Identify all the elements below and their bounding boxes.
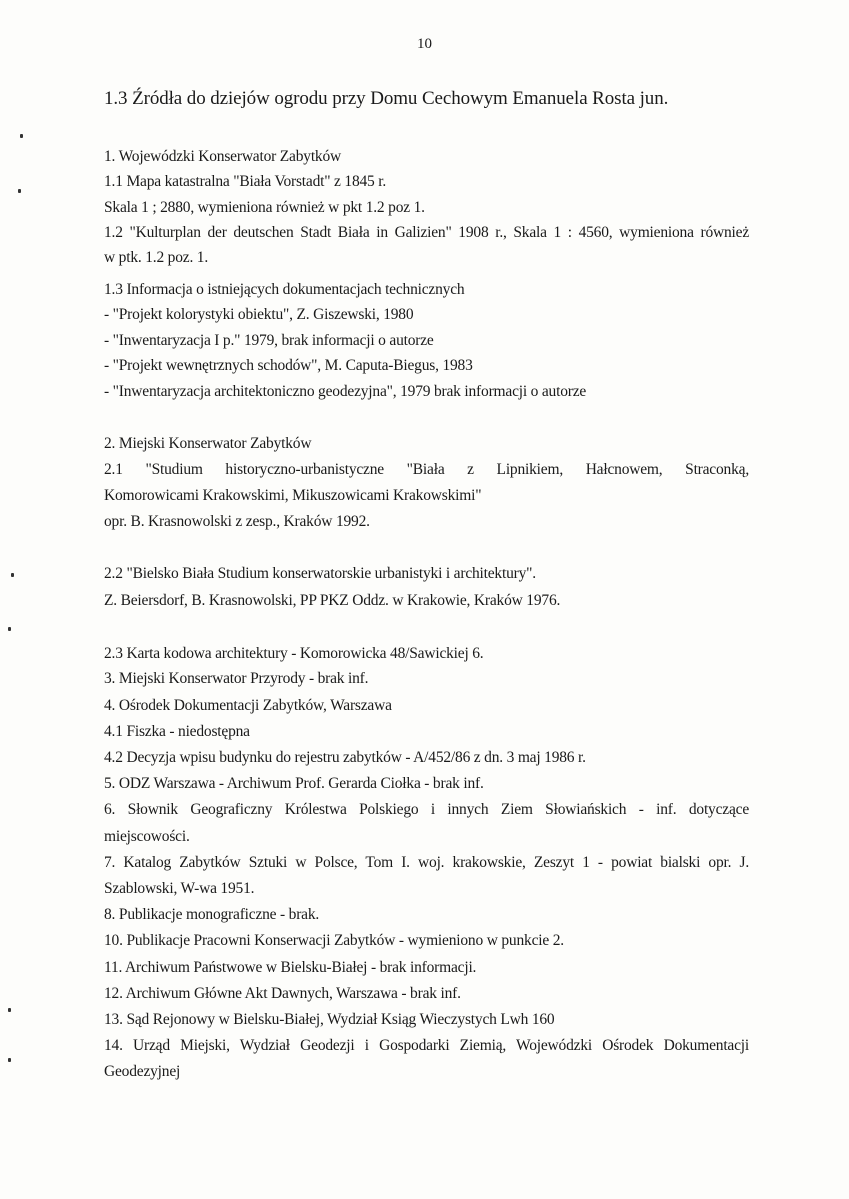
text-line: 10. Publikacje Pracowni Konserwacji Zabytków - wymieniono w punkcie 2.	[104, 932, 564, 949]
text-line: 8. Publikacje monograficzne - brak.	[104, 906, 320, 923]
text-line: 2.3 Karta kodowa architektury - Komorowicka 48/Sawickiej 6.	[104, 645, 484, 662]
margin-mark	[8, 627, 11, 631]
text-line: Geodezyjnej	[104, 1063, 181, 1080]
text-line: 1.1 Mapa katastralna "Biała Vorstadt" z 1845 r.	[104, 173, 387, 190]
text-line: 14. Urząd Miejski, Wydział Geodezji i Gospodarki Ziemią, Wojewódzki Ośrodek Dokumentacji	[104, 1037, 749, 1054]
text-line: 7. Katalog Zabytków Sztuki w Polsce, Tom I. woj. krakowskie, Zeszyt 1 - powiat bialski opr. J.	[104, 854, 749, 871]
text-line: 1. Wojewódzki Konserwator Zabytków	[104, 148, 342, 165]
text-line: 4. Ośrodek Dokumentacji Zabytków, Warszawa	[104, 697, 392, 714]
text-line: Z. Beiersdorf, B. Krasnowolski, PP PKZ Oddz. w Krakowie, Kraków 1976.	[104, 592, 561, 609]
margin-mark	[20, 134, 23, 138]
text-line: 3. Miejski Konserwator Przyrody - brak inf.	[104, 670, 369, 687]
text-line: miejscowości.	[104, 828, 190, 845]
margin-mark	[18, 189, 21, 193]
text-line: 1.3 Informacja o istniejących dokumentacjach technicznych	[104, 281, 465, 298]
text-line: 2.2 "Bielsko Biała Studium konserwatorskie urbanistyki i architektury".	[104, 565, 536, 582]
text-line: 13. Sąd Rejonowy w Bielsku-Białej, Wydział Ksiąg Wieczystych Lwh 160	[104, 1011, 555, 1028]
text-line: Szablowski, W-wa 1951.	[104, 880, 255, 897]
text-line: Komorowicami Krakowskimi, Mikuszowicami Krakowskimi"	[104, 487, 482, 504]
text-line: Skala 1 ; 2880, wymieniona również w pkt 1.2 poz 1.	[104, 199, 425, 216]
text-line: - "Projekt wewnętrznych schodów", M. Caputa-Biegus, 1983	[104, 357, 473, 374]
margin-mark	[11, 573, 14, 577]
text-line: - "Inwentaryzacja I p." 1979, brak informacji o autorze	[104, 332, 434, 349]
margin-mark	[8, 1058, 11, 1062]
text-line: 1.2 "Kulturplan der deutschen Stadt Biała in Galizien" 1908 r., Skala 1 : 4560, wymieniona również	[104, 224, 749, 241]
text-line: 11. Archiwum Państwowe w Bielsku-Białej - brak informacji.	[104, 959, 477, 976]
text-line: 12. Archiwum Główne Akt Dawnych, Warszawa - brak inf.	[104, 985, 461, 1002]
text-line: 5. ODZ Warszawa - Archiwum Prof. Gerarda Ciołka - brak inf.	[104, 775, 484, 792]
text-line: opr. B. Krasnowolski z zesp., Kraków 1992.	[104, 513, 370, 530]
text-line: 2.1 "Studium historyczno-urbanistyczne "Biała z Lipnikiem, Hałcnowem, Straconką,	[104, 461, 749, 478]
margin-mark	[8, 1008, 11, 1012]
text-line: 2. Miejski Konserwator Zabytków	[104, 435, 312, 452]
text-line: 4.1 Fiszka - niedostępna	[104, 723, 250, 740]
section-title: 1.3 Źródła do dziejów ogrodu przy Domu Cechowym Emanuela Rosta jun.	[104, 88, 669, 109]
text-line: w ptk. 1.2 poz. 1.	[104, 249, 209, 266]
text-line: - "Inwentaryzacja architektoniczno geodezyjna", 1979 brak informacji o autorze	[104, 383, 587, 400]
text-line: 4.2 Decyzja wpisu budynku do rejestru zabytków - A/452/86 z dn. 3 maj 1986 r.	[104, 749, 586, 766]
text-line: - "Projekt kolorystyki obiektu", Z. Giszewski, 1980	[104, 306, 414, 323]
text-line: 6. Słownik Geograficzny Królestwa Polskiego i innych Ziem Słowiańskich - inf. dotyczące	[104, 801, 749, 818]
page-number: 10	[417, 36, 432, 52]
